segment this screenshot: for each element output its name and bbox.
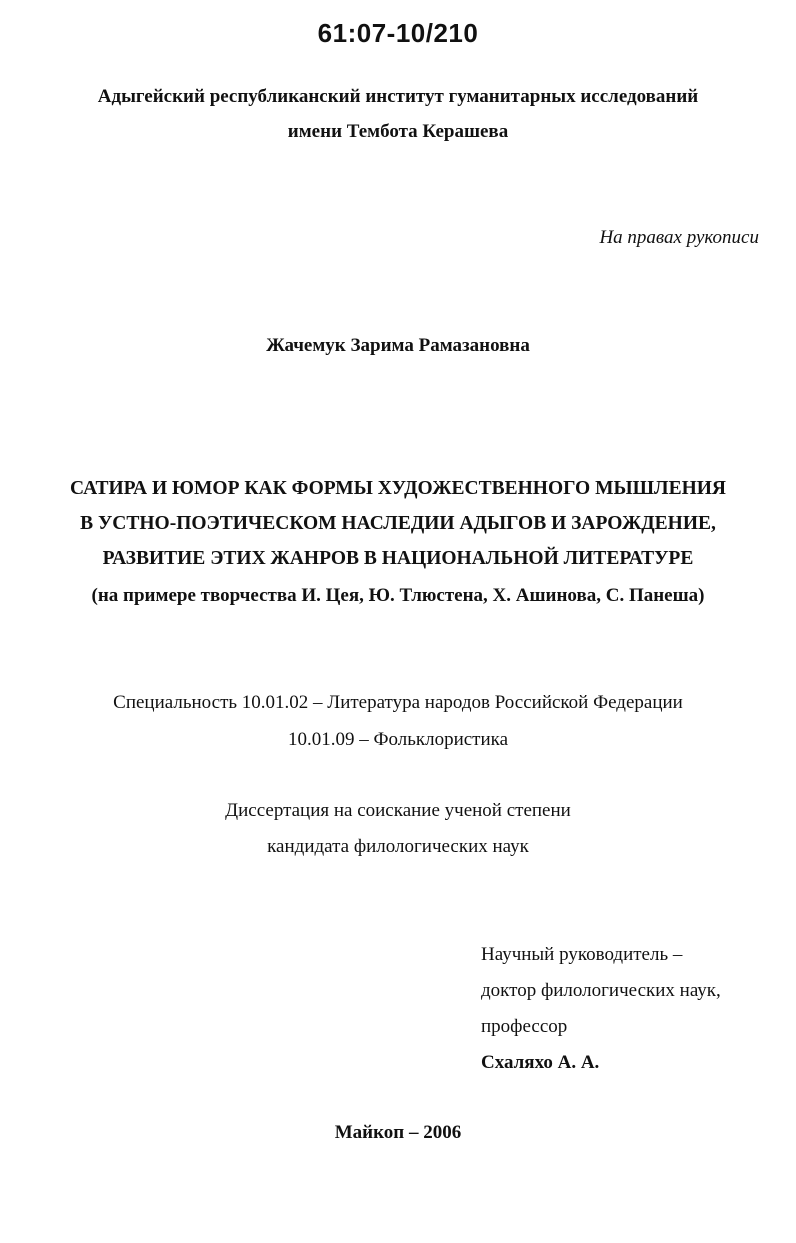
- specialty-line-2: 10.01.09 – Фольклористика: [287, 729, 509, 750]
- title-line-3: РАЗВИТИЕ ЭТИХ ЖАНРОВ В НАЦИОНАЛЬНОЙ ЛИТЕРАТУРЕ: [102, 548, 694, 569]
- title-subtitle: (на примере творчества И. Цея, Ю. Тлюстена, Х. Ашинова, С. Панеша): [91, 585, 705, 606]
- title-line-1: САТИРА И ЮМОР КАК ФОРМЫ ХУДОЖЕСТВЕННОГО МЫШЛЕНИЯ: [69, 478, 727, 499]
- supervisor-degree: доктор филологических наук,: [481, 980, 721, 1001]
- supervisor-role: Научный руководитель –: [481, 944, 683, 965]
- author-name: Жачемук Зарима Рамазановна: [266, 335, 530, 356]
- degree-line-1: Диссертация на соискание ученой степени: [225, 800, 571, 821]
- catalog-code: 61:07-10/210: [317, 18, 479, 48]
- specialty-line-1: Специальность 10.01.02 – Литература народов Российской Федерации: [113, 692, 683, 713]
- city-year: Майкоп – 2006: [334, 1122, 462, 1143]
- supervisor-title: профессор: [481, 1016, 568, 1037]
- institution-name-line-2: имени Тембота Керашева: [287, 121, 509, 142]
- title-line-2: В УСТНО-ПОЭТИЧЕСКОМ НАСЛЕДИИ АДЫГОВ И ЗАРОЖДЕНИЕ,: [80, 513, 716, 534]
- degree-line-2: кандидата филологических наук: [267, 836, 529, 857]
- manuscript-note: На правах рукописи: [599, 227, 759, 248]
- institution-name-line-1: Адыгейский республиканский институт гуманитарных исследований: [97, 86, 699, 107]
- supervisor-name: Схаляхо А. А.: [481, 1052, 600, 1073]
